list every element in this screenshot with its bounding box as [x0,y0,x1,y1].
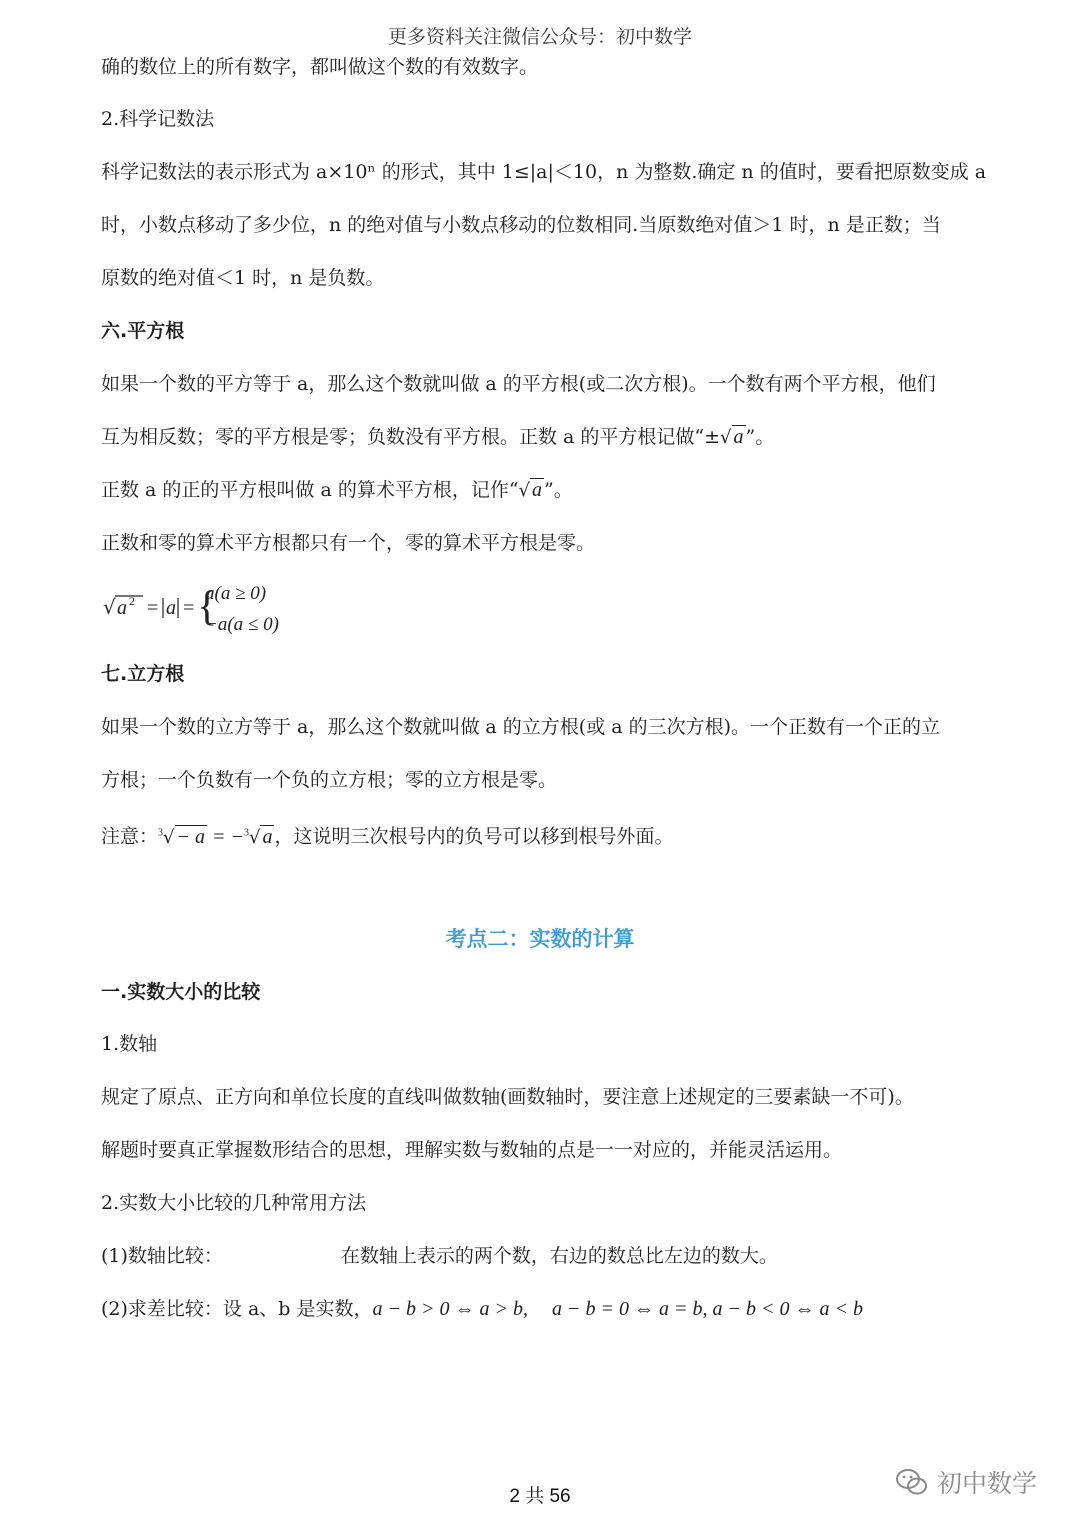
text-line: 确的数位上的所有数字，都叫做这个数的有效数字。 [101,56,539,78]
text-line: 1.数轴 [101,1033,158,1055]
text-line: 如果一个数的立方等于 a，那么这个数就叫做 a 的立方根(或 a 的三次方根)。一个正数有一个正的立 [101,716,941,738]
heading-cube-root: 七.立方根 [101,663,185,685]
text-line: 2.科学记数法 [101,108,215,130]
text-line [101,1294,981,1324]
text-span: ，这说明三次根号内的负号可以移到根号外面。 [274,825,674,848]
text-line: 时，小数点移动了多少位，n 的绝对值与小数点移动的位数相同.当原数绝对值＞1 时，n 是正数；当 [101,214,941,236]
page-header: 更多资料关注微信公众号：初中数学 [387,26,692,48]
math-span: a − b = 0 ⇔ a = b, a − b < 0 ⇔ a < b [551,1298,863,1320]
text-line [101,1241,981,1271]
wechat-icon [895,1467,929,1497]
radicand: a [733,426,744,448]
text-line [101,422,981,453]
formula-case-1: a(a ≥ 0) [205,583,267,604]
text-line [101,818,981,853]
heading-compare: 一.实数大小的比较 [101,981,261,1003]
text-span: ”。 [544,479,573,501]
text-line: 正数和零的算术平方根都只有一个，零的算术平方根是零。 [101,532,596,554]
text-line: 如果一个数的平方等于 a，那么这个数就叫做 a 的平方根(或二次方根)。一个数有两个平方根，他们 [101,373,936,395]
text-line: 解题时要真正掌握数形结合的思想，理解实数与数轴的点是一一对应的，并能灵活运用。 [101,1139,843,1161]
formula-case-2: −a(a ≤ 0) [205,614,279,635]
text-line: 2.实数大小比较的几种常用方法 [101,1192,367,1214]
svg-text:a: a [166,597,176,619]
svg-text:=: = [183,597,195,619]
section-title: 考点二：实数的计算 [445,927,635,951]
radical-sign: √ [518,480,531,501]
radicand: a [532,479,543,501]
svg-text:√: √ [103,595,116,619]
text-span: (2)求差比较：设 a、b 是实数， [101,1298,373,1320]
svg-text:=: = [147,597,159,619]
cube-root-identity: $^3$√ − a = −$^3$√ a [158,825,273,848]
text-span: 正数 a 的正的平方根叫做 a 的算术平方根，记作“ [101,479,519,501]
text-line [101,475,981,506]
text-line: 方根；一个负数有一个负的立方根；零的立方根是零。 [101,769,558,791]
svg-text:{: { [197,584,218,630]
wechat-watermark [895,1460,1070,1504]
sqrt-expression [519,475,544,506]
page-number: 2 共 56 [509,1486,571,1507]
text-span: 互为相反数；零的平方根是零；负数没有平方根。正数 a 的平方根记做“± [101,426,721,448]
text-line: 规定了原点、正方向和单位长度的直线叫做数轴(画数轴时，要注意上述规定的三要素缺一不可)。 [101,1086,914,1108]
radical-sign: √ [720,427,732,448]
text-line: 科学记数法的表示形式为 a×10ⁿ 的形式，其中 1≤|a|＜10，n 为整数.确定 n 的值时，要看把原数变成 a [101,161,987,183]
math-span: a − b > 0 ⇔ a > b, [372,1298,528,1320]
text-span: 在数轴上表示的两个数，右边的数总比左边的数大。 [340,1245,778,1267]
svg-text:a: a [117,597,127,619]
abs-sqrt-formula [101,576,401,640]
svg-text:2: 2 [129,594,135,608]
heading-square-root: 六.平方根 [101,320,185,342]
text-span: ”。 [745,426,775,448]
watermark-text: 初中数学 [937,1469,1038,1498]
sqrt-expression [720,422,745,453]
text-line: 原数的绝对值＜1 时，n 是负数。 [101,267,385,289]
text-span: 注意： [101,825,159,848]
text-span: (1)数轴比较： [101,1245,223,1267]
